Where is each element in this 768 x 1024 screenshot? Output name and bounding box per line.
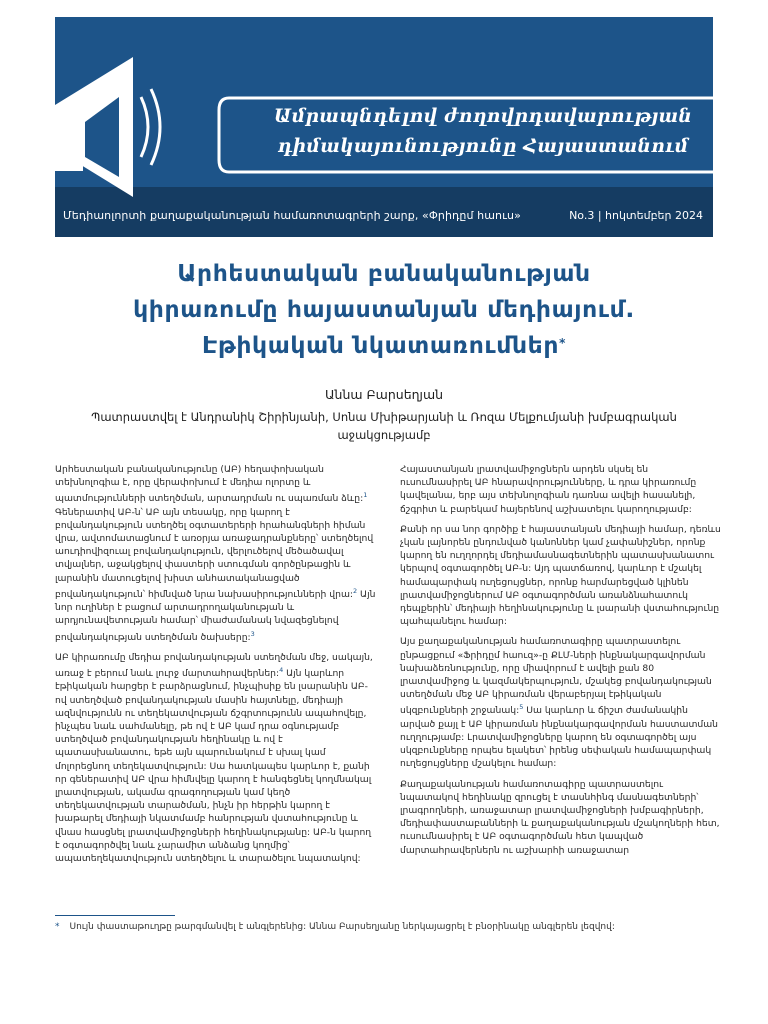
paragraph-text: Արհեստական բանականությունը (ԱԲ) հեղափոխական տեխնոլոգիա է, որը վերափոխում է մեդիա ոլորտը և պատմությունների ստեղծման, արտադրման ու սպառման ձևը:	[55, 464, 364, 505]
author-name: Աննա Բարսեղյան	[324, 387, 444, 402]
paragraph-text: Այս քաղաքականության համառոտագիրը պատրաստելու ընթացքում «Ֆրիդըմ հաուզ»-ը ՔԼՄ-ների ինքնակարգավորման նախաձեռնությունը, որը միավորում է ավելի քան 80 լրատվամիջոց և կազմակերպություն, մշակեց բովանդակության ստեղծման մեջ ԱԲ կիրառման վերաբերյալ էթիկական սկզբունքների շրջանակ:	[400, 636, 712, 717]
footnote-ref[interactable]: 5	[519, 703, 524, 712]
paragraph: Քաղաքականության համառոտագիրը պատրաստելու նպատակով հեղինակը զրուցել է տասնհինգ մասնագետների՝ լրագրողների, առաջատար լրատվամիջոցների խմբագիրների, մեդիափաստաբանների և քաղաքականության մշակողների հետ, ուսումնասիրել է ԱԲ օգտագործման հետ կապված մարտահրավերներն ու աշխարհի առաջատար	[400, 778, 720, 856]
paragraph-text: Այն նոր ուղիներ է բացում արտադրողականության և արդյունավետության համար՝ միաժամանակ նվազեցնելով բովանդակության ստեղծման ծախսերը:	[55, 588, 376, 643]
paragraph-text: Այն կարևոր էթիկական հարցեր է բարձրացնում, ինչպիսիք են լսարանին ԱԲ-ով ստեղծված բովանդակության մասին հայտնելը, մեդիայի ազնվությունն ու տեղեկատվության ճշգրտությունն ապահովելը, ինչպես նաև սահմանելը, թե ով է ԱԲ կամ դրա օգնությամբ ստեղծված բովանդակության հեղինակը և ով է պատասխանատու, եթե այն պարունակում է սխալ կամ մոլորեցնող տեղեկատվություն: Սա հատկապես կարևոր է, քանի որ գեներատիվ ԱԲ վրա հիմնվելը կարող է հանգեցնել կողմնակալ լրատվության, ակամա գրագողության կամ կեղծ տեղեկատվության տարածման, ինչն իր հերթին կարող է խաթարել մեդիայի նկատմամբ հանրության վստահությունը և վնաս հասցնել լրատվամիջոցների հեղինակությանը: ԱԲ-ն կարող է օգտագործվել նաև չարամիտ անձանց կողմից՝ ապատեղեկատվություն ստեղծելու և տարածելու նպատակով:	[55, 668, 372, 864]
page-title-line3-text: Էթիկական նկատառումներ	[202, 331, 560, 359]
prepared-by	[90, 408, 678, 444]
title-footnote-mark: *	[559, 336, 566, 350]
footnote-ref[interactable]: 4	[279, 666, 284, 675]
paragraph-text: ԱԲ կիրառումը մեդիա բովանդակության ստեղծման մեջ, սակայն, առաջ է բերում նաև լուրջ մարտահրավերներ:	[55, 651, 373, 680]
body-column-left	[55, 463, 377, 872]
series-label: Մեդիաոլորտի քաղաքականության համառոտագրերի շարք, «Փրիդըմ հաուս»	[63, 209, 521, 222]
issue-label: No.3 | հոկտեմբեր 2024	[569, 209, 703, 222]
page-title-line3	[60, 327, 708, 363]
body-column-right	[400, 463, 722, 864]
footnote-ref[interactable]: 3	[250, 629, 255, 638]
footnote-ref[interactable]: 2	[353, 586, 358, 595]
prepared-by-line1: Պատրաստվել է Անդրանիկ Շիրինյանի, Սոնա Մխիթարյանի և Ռոզա Մելքումյանի խմբագրական	[91, 410, 677, 424]
paragraph: Քանի որ սա նոր գործիք է հայաստանյան մեդիայի համար, դեռևս չկան լայնորեն ընդունված կանոններ կամ չափանիշներ, որոնք կարող են ուղղորդել մեդիամասնագետներին պատասխանատու կերպով օգտագործել ԱԲ-ն: Այդ պատճառով, կարևոր է մշակել համապարփակ ուղեցույցներ, որոնք հարմարեցված կլինեն լրատվամիջոցներում ԱԲ օգտագործման առանձնահատուկ դեպքերին՝ մեդիայի հեղինակությունը և լսարանի վստահությունը պահպանելու համար:	[400, 523, 721, 628]
page-title-line1: Արհեստական բանականության	[177, 259, 591, 287]
footnote-mark: *	[55, 922, 60, 932]
footnote-divider	[55, 915, 175, 916]
banner-title-bubble	[215, 94, 713, 198]
paragraph	[55, 463, 377, 644]
paragraph-text: Սա կարևոր և ճիշտ ժամանակին արված քայլ է ԱԲ կիրառման ինքնակարգավորման հաստատման ուղղությամբ: Լրատվամիջոցները կարող են օգտագործել այս սկզբունքները որպես ելակետ՝ իրենց սեփական համապարփակ ուղեցույցները մշակելու համար:	[400, 705, 718, 770]
footnote-text: Սույն փաստաթուղթը թարգմանվել է անգլերենից: Աննա Բարսեղյանը ներկայացրել է բնօրինակը անգլերեն լեզվով:	[69, 922, 615, 932]
paragraph	[55, 651, 377, 865]
report-banner	[55, 17, 713, 237]
page-title	[60, 255, 708, 363]
banner-title	[233, 102, 713, 162]
footnote-ref[interactable]: 1	[363, 491, 368, 500]
paragraph	[400, 635, 722, 770]
paragraph: Հայաստանյան լրատվամիջոցներն արդեն սկսել են ուսումնասիրել ԱԲ հնարավորությունները, և դրա կիրառումը կավելանա, երբ այս տեխնոլոգիան դառնա ավելի հասանելի, ճշգրիտ և բարեկամ հայերենով աշխատելու կարողությամբ:	[400, 464, 697, 515]
banner-title-line1: Ամրապնդելով ժողովրդավարության	[273, 106, 693, 127]
paragraph-text: Գեներատիվ ԱԲ-ն՝ ԱԲ այն տեսակը, որը կարող է բովանդակություն ստեղծել օգտատերերի հրահանգների հիման վրա, ավտոմատացնում է առօրյա առաջադրանքները՝ ստեղծելով աուդիովիզուալ բովանդակություն, վերլուծելով մեծածավալ տվյալներ, աջակցելով փաստերի ստուգման գործընթացին և լարանին մատուցելով խիստ անհատականացված բովանդակություն՝ հիմնված նրա նախասիրությունների վրա:	[55, 506, 374, 600]
page-title-line2: կիրառումը հայաստանյան մեդիայում.	[133, 295, 635, 323]
megaphone-icon	[55, 17, 215, 197]
prepared-by-line2: աջակցությամբ	[337, 428, 431, 442]
banner-title-line2: դիմակայունությունը Հայաստանում	[277, 136, 689, 157]
footnote	[55, 922, 715, 932]
